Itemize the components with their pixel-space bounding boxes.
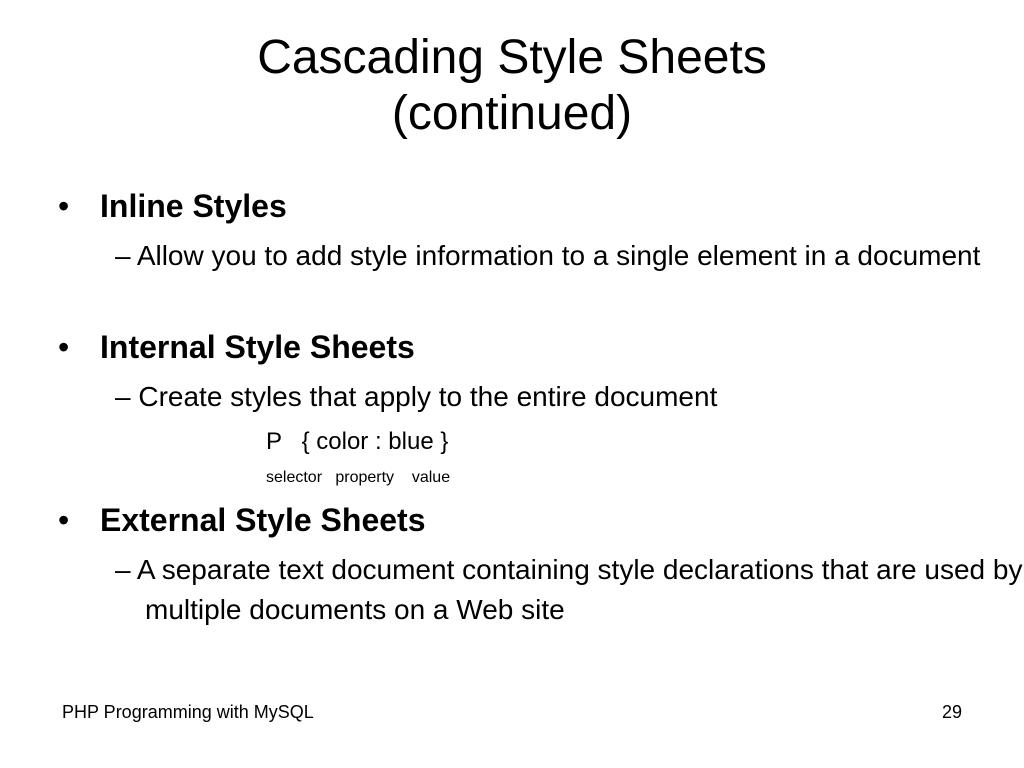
bullet-marker: • xyxy=(58,188,70,224)
sub-bullet-dash: – xyxy=(115,554,131,585)
bullet-heading: Inline Styles xyxy=(100,188,287,224)
sub-bullet-dash: – xyxy=(115,240,131,271)
sub-bullet-text: Allow you to add style information to a single element in a document xyxy=(136,240,981,271)
bullet-heading: External Style Sheets xyxy=(100,502,426,538)
footer-page-number: 29 xyxy=(941,702,962,722)
slide-title xyxy=(0,30,1024,142)
slide-title-line-2: (continued) xyxy=(391,87,633,140)
bullet-external-style-sheets xyxy=(58,500,425,540)
slide-title-line-1: Cascading Style Sheets xyxy=(257,31,767,84)
sub-bullet-dash: – xyxy=(115,381,131,412)
bullet-inline-styles xyxy=(58,186,287,226)
bullet-internal-style-sheets xyxy=(58,327,415,367)
sub-bullet-external-style-sheets xyxy=(115,550,1024,630)
sub-bullet-internal-style-sheets xyxy=(115,377,1024,417)
sub-bullet-text: A separate text document containing style declarations that are used by multiple documents on a Web site xyxy=(136,554,1023,625)
footer-course-title: PHP Programming with MySQL xyxy=(62,702,314,722)
bullet-heading: Internal Style Sheets xyxy=(100,329,415,365)
css-rule-part-labels: selector property value xyxy=(266,469,451,486)
sub-bullet-inline-styles xyxy=(115,236,1024,276)
bullet-marker: • xyxy=(58,329,70,365)
bullet-marker: • xyxy=(58,502,70,538)
sub-bullet-text: Create styles that apply to the entire document xyxy=(138,381,718,412)
css-rule-example: P { color : blue } xyxy=(266,428,449,455)
